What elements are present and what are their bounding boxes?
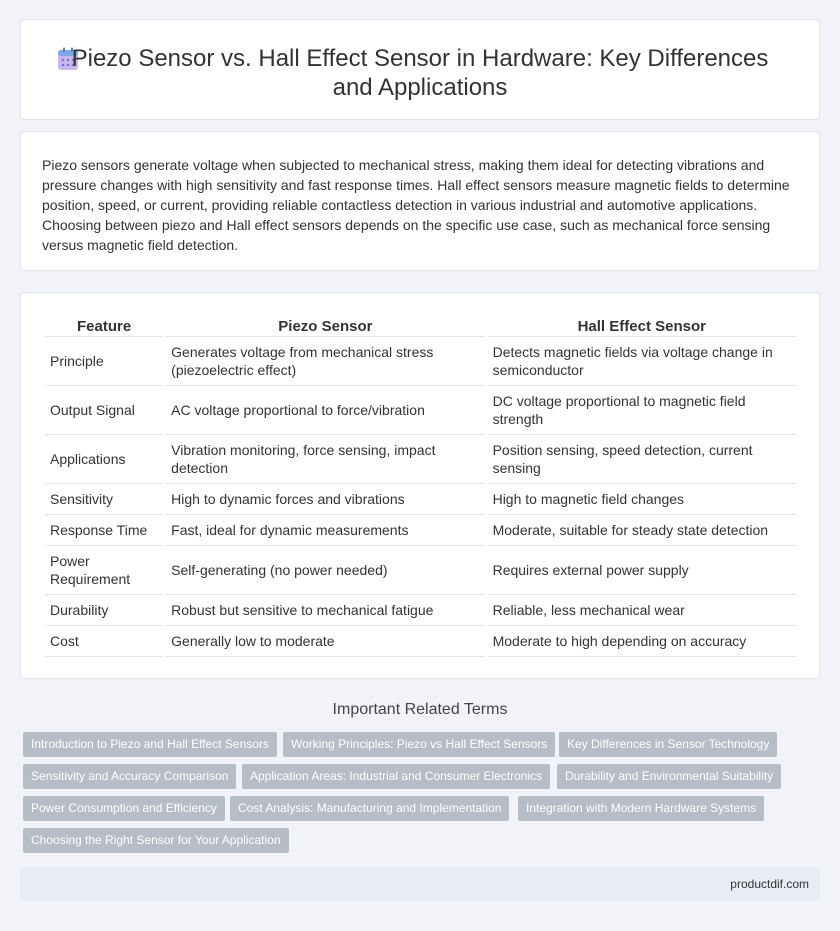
table-row: [45, 435, 796, 484]
comparison-card: [20, 292, 820, 679]
cell-feature: Durability: [45, 595, 163, 626]
related-term-tag[interactable]: Application Areas: Industrial and Consumer Electronics: [242, 764, 550, 789]
cell-hall: DC voltage proportional to magnetic field strength: [488, 386, 796, 435]
cell-feature: Principle: [45, 337, 163, 386]
cell-hall: Detects magnetic fields via voltage change in semiconductor: [488, 337, 796, 386]
table-row: [45, 484, 796, 515]
header-hall: Hall Effect Sensor: [488, 315, 796, 337]
header-feature: Feature: [45, 315, 163, 337]
related-term-tag[interactable]: Cost Analysis: Manufacturing and Implementation: [230, 796, 509, 821]
page-title-line-2: and Applications: [332, 74, 508, 101]
title-card: [20, 19, 820, 120]
related-term-tag[interactable]: Power Consumption and Efficiency: [23, 796, 225, 821]
related-term-tag[interactable]: Integration with Modern Hardware Systems: [518, 796, 764, 821]
table-row: [45, 626, 796, 657]
cell-piezo: Fast, ideal for dynamic measurements: [166, 515, 484, 546]
cell-piezo: High to dynamic forces and vibrations: [166, 484, 484, 515]
cell-feature: Cost: [45, 626, 163, 657]
header-piezo: Piezo Sensor: [166, 315, 484, 337]
related-term-tag[interactable]: Durability and Environmental Suitability: [557, 764, 781, 789]
cell-hall: Position sensing, speed detection, current sensing: [488, 435, 796, 484]
cell-feature: Response Time: [45, 515, 163, 546]
cell-hall: Moderate, suitable for steady state detection: [488, 515, 796, 546]
cell-piezo: Robust but sensitive to mechanical fatigue: [166, 595, 484, 626]
intro-card: [20, 131, 820, 271]
cell-piezo: Vibration monitoring, force sensing, impact detection: [166, 435, 484, 484]
cell-piezo: Generally low to moderate: [166, 626, 484, 657]
footer-site[interactable]: productdif.com: [730, 877, 809, 891]
intro-paragraph: Piezo sensors generate voltage when subjected to mechanical stress, making them ideal for detecting vibrations and pressure changes with high sensitivity and fast response times. Hall effect sensors measure magnetic fields to determine position, speed, or current, providing reliable contactless detection in various industrial and automotive applications. Choosing between piezo and Hall effect sensors depends on the specific use case, such as mechanical force sensing versus magnetic field detection.: [42, 157, 790, 253]
footer: [20, 867, 820, 901]
comparison-table: [42, 315, 799, 657]
table-row: [45, 337, 796, 386]
cell-piezo: Self-generating (no power needed): [166, 546, 484, 595]
cell-hall: Reliable, less mechanical wear: [488, 595, 796, 626]
related-term-tag[interactable]: Key Differences in Sensor Technology: [559, 732, 777, 757]
table-header-row: [45, 315, 796, 337]
cell-feature: Output Signal: [45, 386, 163, 435]
related-term-tag[interactable]: Choosing the Right Sensor for Your Application: [23, 828, 289, 853]
table-row: [45, 386, 796, 435]
related-term-tag[interactable]: Introduction to Piezo and Hall Effect Sensors: [23, 732, 277, 757]
related-terms-title: Important Related Terms: [332, 701, 508, 718]
table-row: [45, 546, 796, 595]
cell-hall: Moderate to high depending on accuracy: [488, 626, 796, 657]
cell-hall: Requires external power supply: [488, 546, 796, 595]
related-term-tag[interactable]: Working Principles: Piezo vs Hall Effect Sensors: [283, 732, 555, 757]
page-title: [21, 44, 819, 102]
table-row: [45, 595, 796, 626]
cell-piezo: AC voltage proportional to force/vibration: [166, 386, 484, 435]
cell-piezo: Generates voltage from mechanical stress (piezoelectric effect): [166, 337, 484, 386]
page-title-line-1: Piezo Sensor vs. Hall Effect Sensor in Hardware: Key Differences: [71, 45, 769, 72]
cell-feature: Applications: [45, 435, 163, 484]
cell-feature: Power Requirement: [45, 546, 163, 595]
related-term-tag[interactable]: Sensitivity and Accuracy Comparison: [23, 764, 236, 789]
cell-feature: Sensitivity: [45, 484, 163, 515]
table-row: [45, 515, 796, 546]
cell-hall: High to magnetic field changes: [488, 484, 796, 515]
